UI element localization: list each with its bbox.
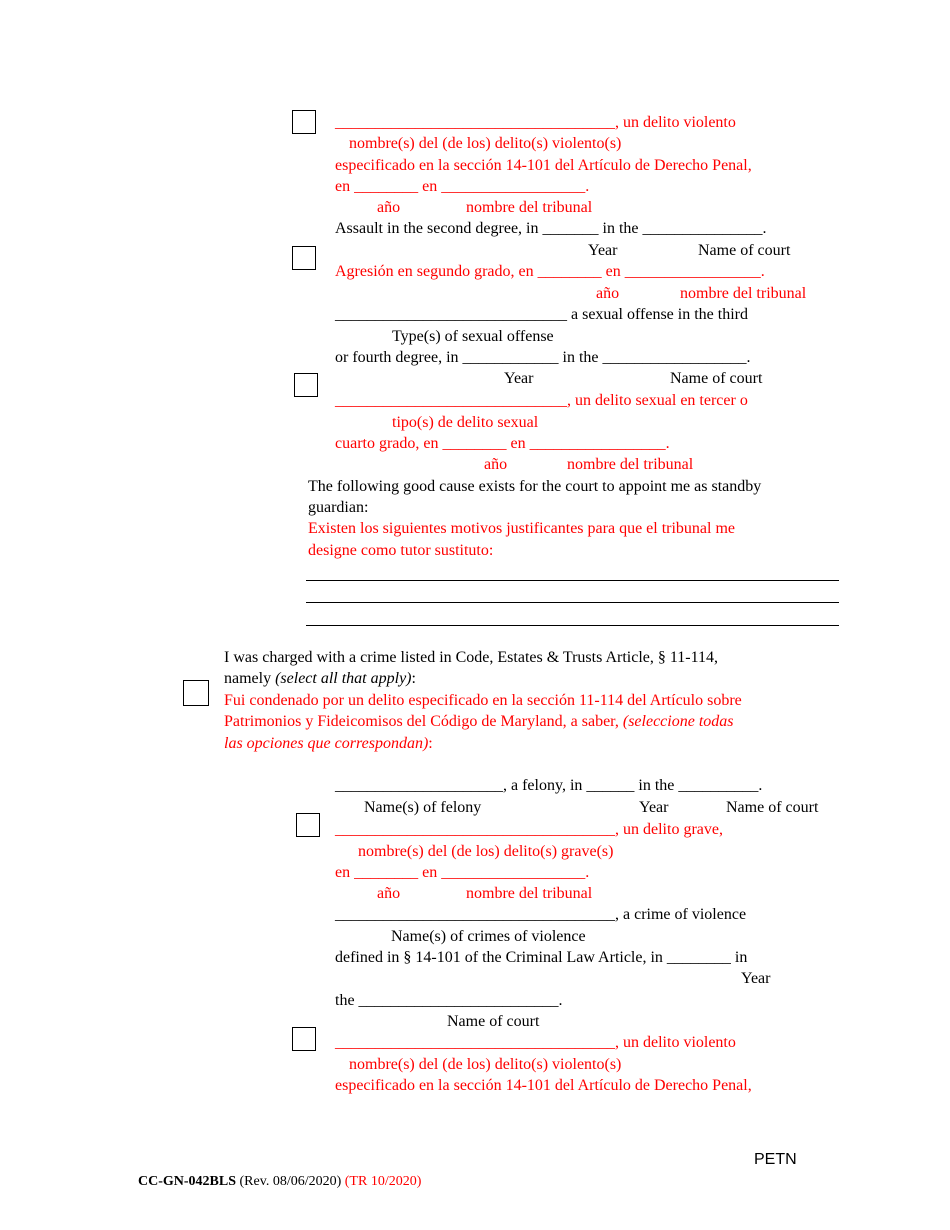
footer-form-info [131, 1152, 421, 1192]
violent-crime-es-label: nombre(s) del (de los) delito(s) violento(s) [349, 135, 622, 152]
good-cause-en-line1: The following good cause exists for the court to appoint me as standby [308, 478, 762, 495]
assault-es-year-label: año [596, 285, 620, 302]
violent-crime-es-line: ___________________________________, un delito violento [335, 114, 736, 131]
felony-en-name-label: Name(s) of felony [364, 799, 482, 816]
sexual-en-line: _____________________________ a sexual offense in the third [335, 306, 748, 323]
violence-en-name-label: Name(s) of crimes of violence [391, 928, 586, 945]
charged-es-line1: Fui condenado por un delito especificado en la sección 11-114 del Artículo sobre [224, 692, 742, 709]
sexual-es-type-label: tipo(s) de delito sexual [392, 414, 539, 431]
good-cause-answer-line-1[interactable] [306, 580, 839, 581]
checkbox-violent-crime-1[interactable] [292, 110, 316, 134]
sexual-es-line: _____________________________, un delito sexual en tercer o [335, 392, 748, 409]
checkbox-charged-crime[interactable] [183, 680, 209, 706]
assault-en-court-label: Name of court [698, 242, 791, 259]
charged-en-line2: namely (select all that apply): [224, 670, 416, 687]
sexual-en-court-label: Name of court [670, 370, 763, 387]
felony-en-court-label: Name of court [726, 799, 819, 816]
good-cause-es-line1: Existen los siguientes motivos justificantes para que el tribunal me [308, 520, 736, 537]
violence-en-court-label: Name of court [447, 1013, 540, 1030]
violent-crime-es-year-court-line: en ________ en __________________. [335, 178, 590, 195]
sexual-en-year-label: Year [504, 370, 534, 387]
form-id: CC-GN-042BLS [138, 1174, 237, 1189]
assault-en-year-label: Year [588, 242, 618, 259]
good-cause-answer-line-2[interactable] [306, 602, 839, 603]
charged-en-line1: I was charged with a crime listed in Code, Estates & Trusts Article, § 11-114, [224, 649, 718, 666]
checkbox-sexual-offense[interactable] [294, 373, 318, 397]
felony-es-court-label: nombre del tribunal [466, 885, 593, 902]
good-cause-answer-line-3[interactable] [306, 625, 839, 626]
violence-en-line: ___________________________________, a crime of violence [335, 906, 747, 923]
sexual-en-degree-line: or fourth degree, in ____________ in the __________________. [335, 349, 751, 366]
violence-es-name-label: nombre(s) del (de los) delito(s) violento(s) [349, 1056, 622, 1073]
felony-en-line: _____________________, a felony, in ______ in the __________. [335, 777, 763, 794]
violent-crime-es-statute: especificado en la sección 14-101 del Artículo de Derecho Penal, [335, 157, 752, 174]
good-cause-en-line2: guardian: [308, 499, 369, 516]
footer-form-code: PETN [754, 1151, 797, 1168]
checkbox-assault[interactable] [292, 246, 316, 270]
charged-es-line2: Patrimonios y Fideicomisos del Código de Maryland, a saber, (seleccione todas [224, 713, 734, 730]
violent-crime-es-court-label: nombre del tribunal [466, 199, 593, 216]
sexual-es-court-label: nombre del tribunal [567, 456, 694, 473]
violence-es-statute-line: especificado en la sección 14-101 del Artículo de Derecho Penal, [335, 1077, 752, 1094]
sexual-es-degree-line: cuarto grado, en ________ en _________________. [335, 435, 670, 452]
violence-en-year-label: Year [741, 970, 771, 987]
felony-es-year-label: año [377, 885, 401, 902]
felony-es-year-court-line: en ________ en __________________. [335, 864, 590, 881]
violence-en-statute-line: defined in § 14-101 of the Criminal Law Article, in ________ in [335, 949, 748, 966]
violent-crime-es-year-label: año [377, 199, 401, 216]
good-cause-es-line2: designe como tutor sustituto: [308, 542, 494, 559]
sexual-es-year-label: año [484, 456, 508, 473]
felony-es-name-label: nombre(s) del (de los) delito(s) grave(s) [358, 843, 614, 860]
violence-en-court-line: the _________________________. [335, 992, 563, 1009]
form-revision: (Rev. 08/06/2020) [236, 1174, 345, 1189]
felony-es-line: ___________________________________, un delito grave, [335, 821, 723, 838]
felony-en-year-label: Year [639, 799, 669, 816]
assault-en-line: Assault in the second degree, in _______ in the _______________. [335, 220, 767, 237]
checkbox-felony[interactable] [296, 813, 320, 837]
sexual-en-type-label: Type(s) of sexual offense [392, 328, 554, 345]
charged-es-line3: las opciones que correspondan): [224, 735, 433, 752]
form-translation-rev: (TR 10/2020) [344, 1174, 422, 1189]
checkbox-crime-of-violence[interactable] [292, 1027, 316, 1051]
assault-es-court-label: nombre del tribunal [680, 285, 807, 302]
violence-es-line: ___________________________________, un delito violento [335, 1034, 736, 1051]
assault-es-line: Agresión en segundo grado, en ________ en _________________. [335, 263, 765, 280]
